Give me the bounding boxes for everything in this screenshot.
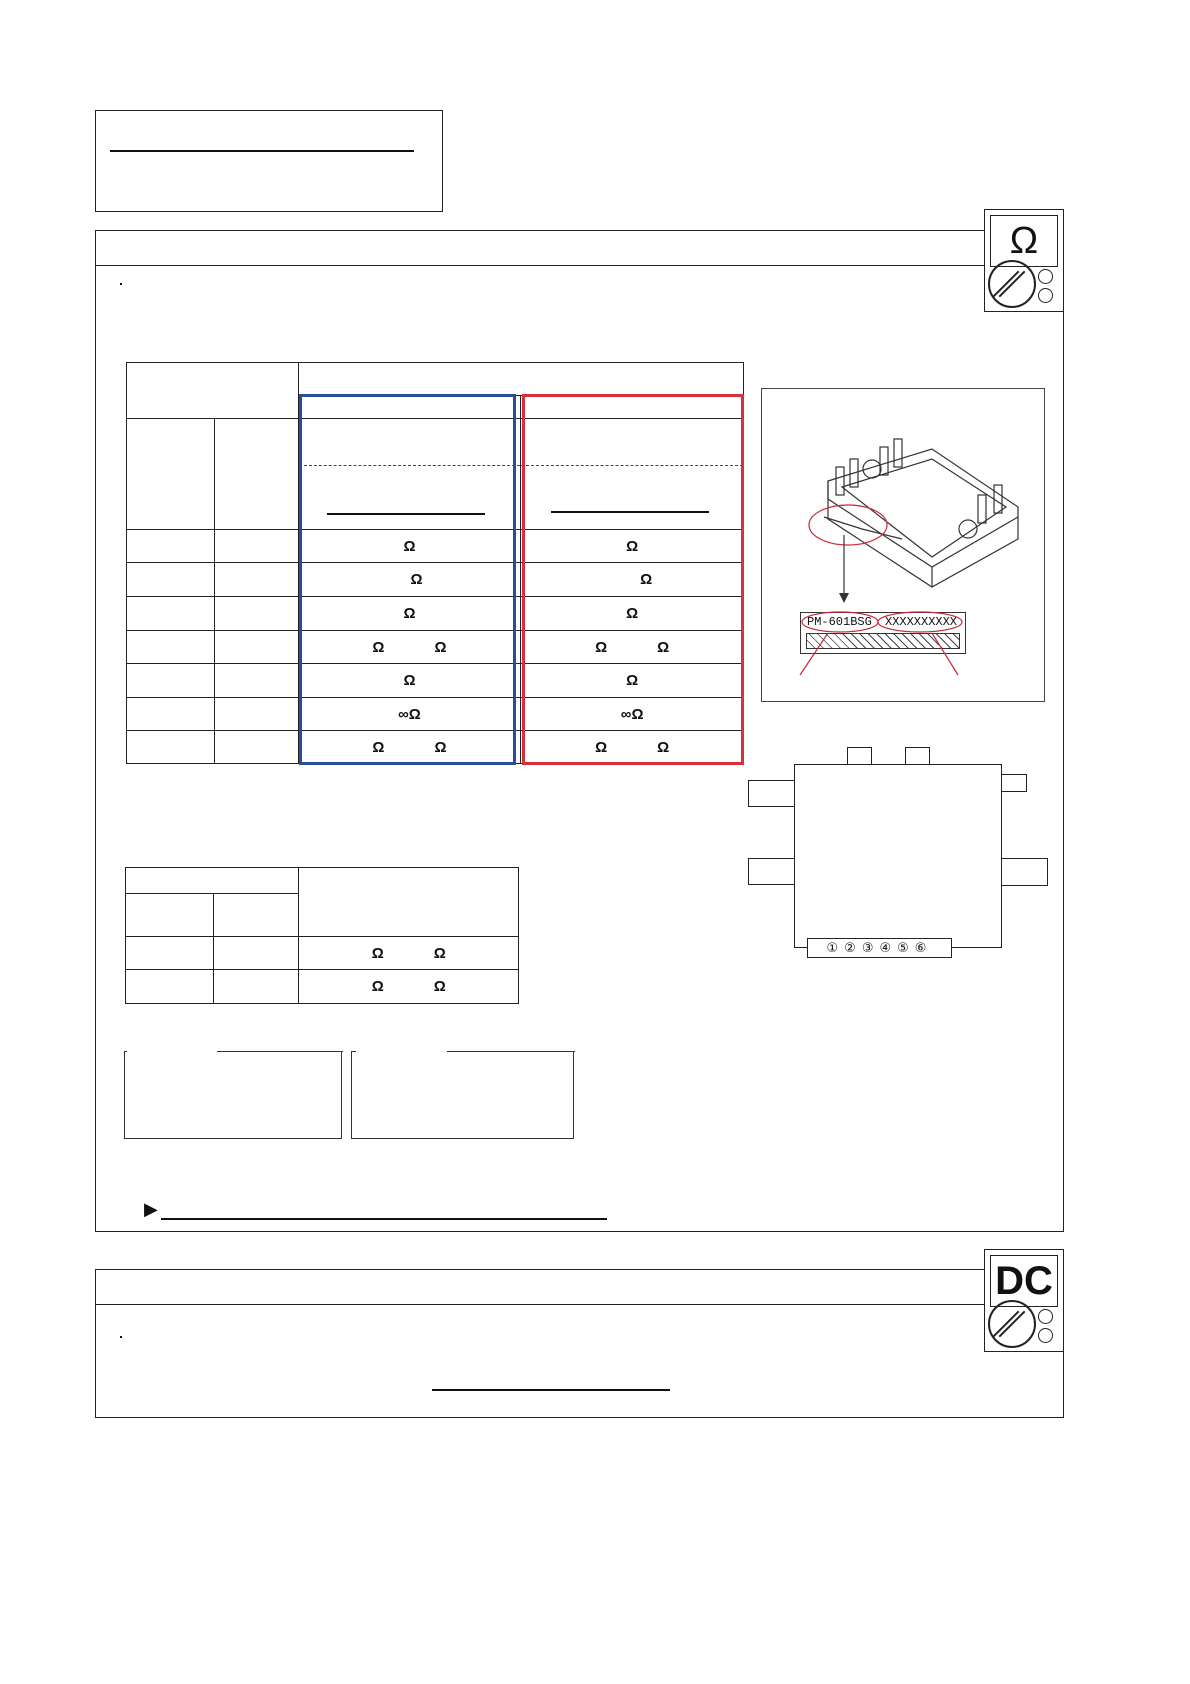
table-corner-cell — [127, 363, 299, 419]
connector-tab — [748, 858, 795, 885]
meter-knob-icon — [988, 1300, 1036, 1348]
row3-col-a: Ω — [298, 597, 521, 631]
connector-tab — [1001, 774, 1027, 792]
red-highlight-frame — [522, 394, 744, 765]
title-box — [95, 110, 443, 212]
connector-pin-strip — [807, 938, 952, 958]
blue-highlight-frame — [299, 394, 516, 765]
small-table-header — [299, 868, 519, 937]
title-underline — [110, 150, 414, 152]
row3-col-b: Ω — [521, 597, 744, 631]
meter-knob-icon — [988, 260, 1036, 308]
meter-jack-icon — [1038, 269, 1053, 284]
connector-tab — [1001, 858, 1048, 886]
note-box-right — [351, 1051, 574, 1139]
row4-col-a: Ω Ω — [298, 631, 521, 664]
meter-jack-icon — [1038, 1309, 1053, 1324]
meter-display: DC — [990, 1255, 1058, 1307]
small-resistance-table — [125, 867, 519, 1004]
meter-jack-icon — [1038, 288, 1053, 303]
connector-tab — [847, 747, 872, 765]
bullet-dot — [120, 283, 122, 285]
dc-meter-icon — [984, 1249, 1064, 1352]
small-subheader-1 — [126, 894, 214, 937]
small-row1-value: Ω Ω — [299, 937, 519, 970]
row7-col-a: Ω Ω — [298, 731, 521, 764]
connector-block — [794, 764, 1002, 948]
row6-col-b: ∞Ω — [521, 698, 744, 731]
small-subheader-2 — [213, 894, 299, 937]
note-box-left — [124, 1051, 342, 1139]
dc-section — [95, 1269, 1064, 1418]
small-table-corner — [126, 868, 299, 894]
meter-display: Ω — [990, 215, 1058, 267]
reference-link-line[interactable] — [161, 1218, 607, 1220]
meter-jack-icon — [1038, 1328, 1053, 1343]
row1-col-b: Ω — [521, 530, 744, 563]
resistance-section-header — [96, 231, 984, 266]
row2-col-a: Ω — [298, 563, 521, 597]
part-label-strip — [800, 612, 966, 654]
hatched-area — [806, 633, 960, 649]
subheader-1 — [127, 419, 215, 530]
row5-col-b: Ω — [521, 664, 744, 698]
part-serial-text: XXXXXXXXXX — [885, 615, 958, 629]
row4-col-b: Ω Ω — [521, 631, 744, 664]
reference-arrow-icon: ▶ — [144, 1199, 158, 1219]
connector-tab — [905, 747, 930, 765]
row7-col-b: Ω Ω — [521, 731, 744, 764]
bullet-dot — [120, 1336, 122, 1338]
ohm-meter-icon — [984, 209, 1064, 312]
component-drawing — [762, 389, 1046, 703]
connector-tab — [748, 780, 795, 807]
pin-numbers: ①②③④⑤⑥ — [826, 940, 933, 956]
small-row2-value: Ω Ω — [299, 970, 519, 1004]
table-group-header — [298, 363, 743, 396]
row5-col-a: Ω — [298, 664, 521, 698]
row1-col-a: Ω — [298, 530, 521, 563]
row2-col-b: Ω — [521, 563, 744, 597]
part-model-text: PM-601BSG — [807, 615, 872, 629]
row6-col-a: ∞Ω — [298, 698, 521, 731]
subheader-2 — [214, 419, 298, 530]
dc-link-line[interactable] — [432, 1389, 670, 1391]
dc-section-header — [96, 1270, 984, 1305]
component-illustration-frame — [761, 388, 1045, 702]
